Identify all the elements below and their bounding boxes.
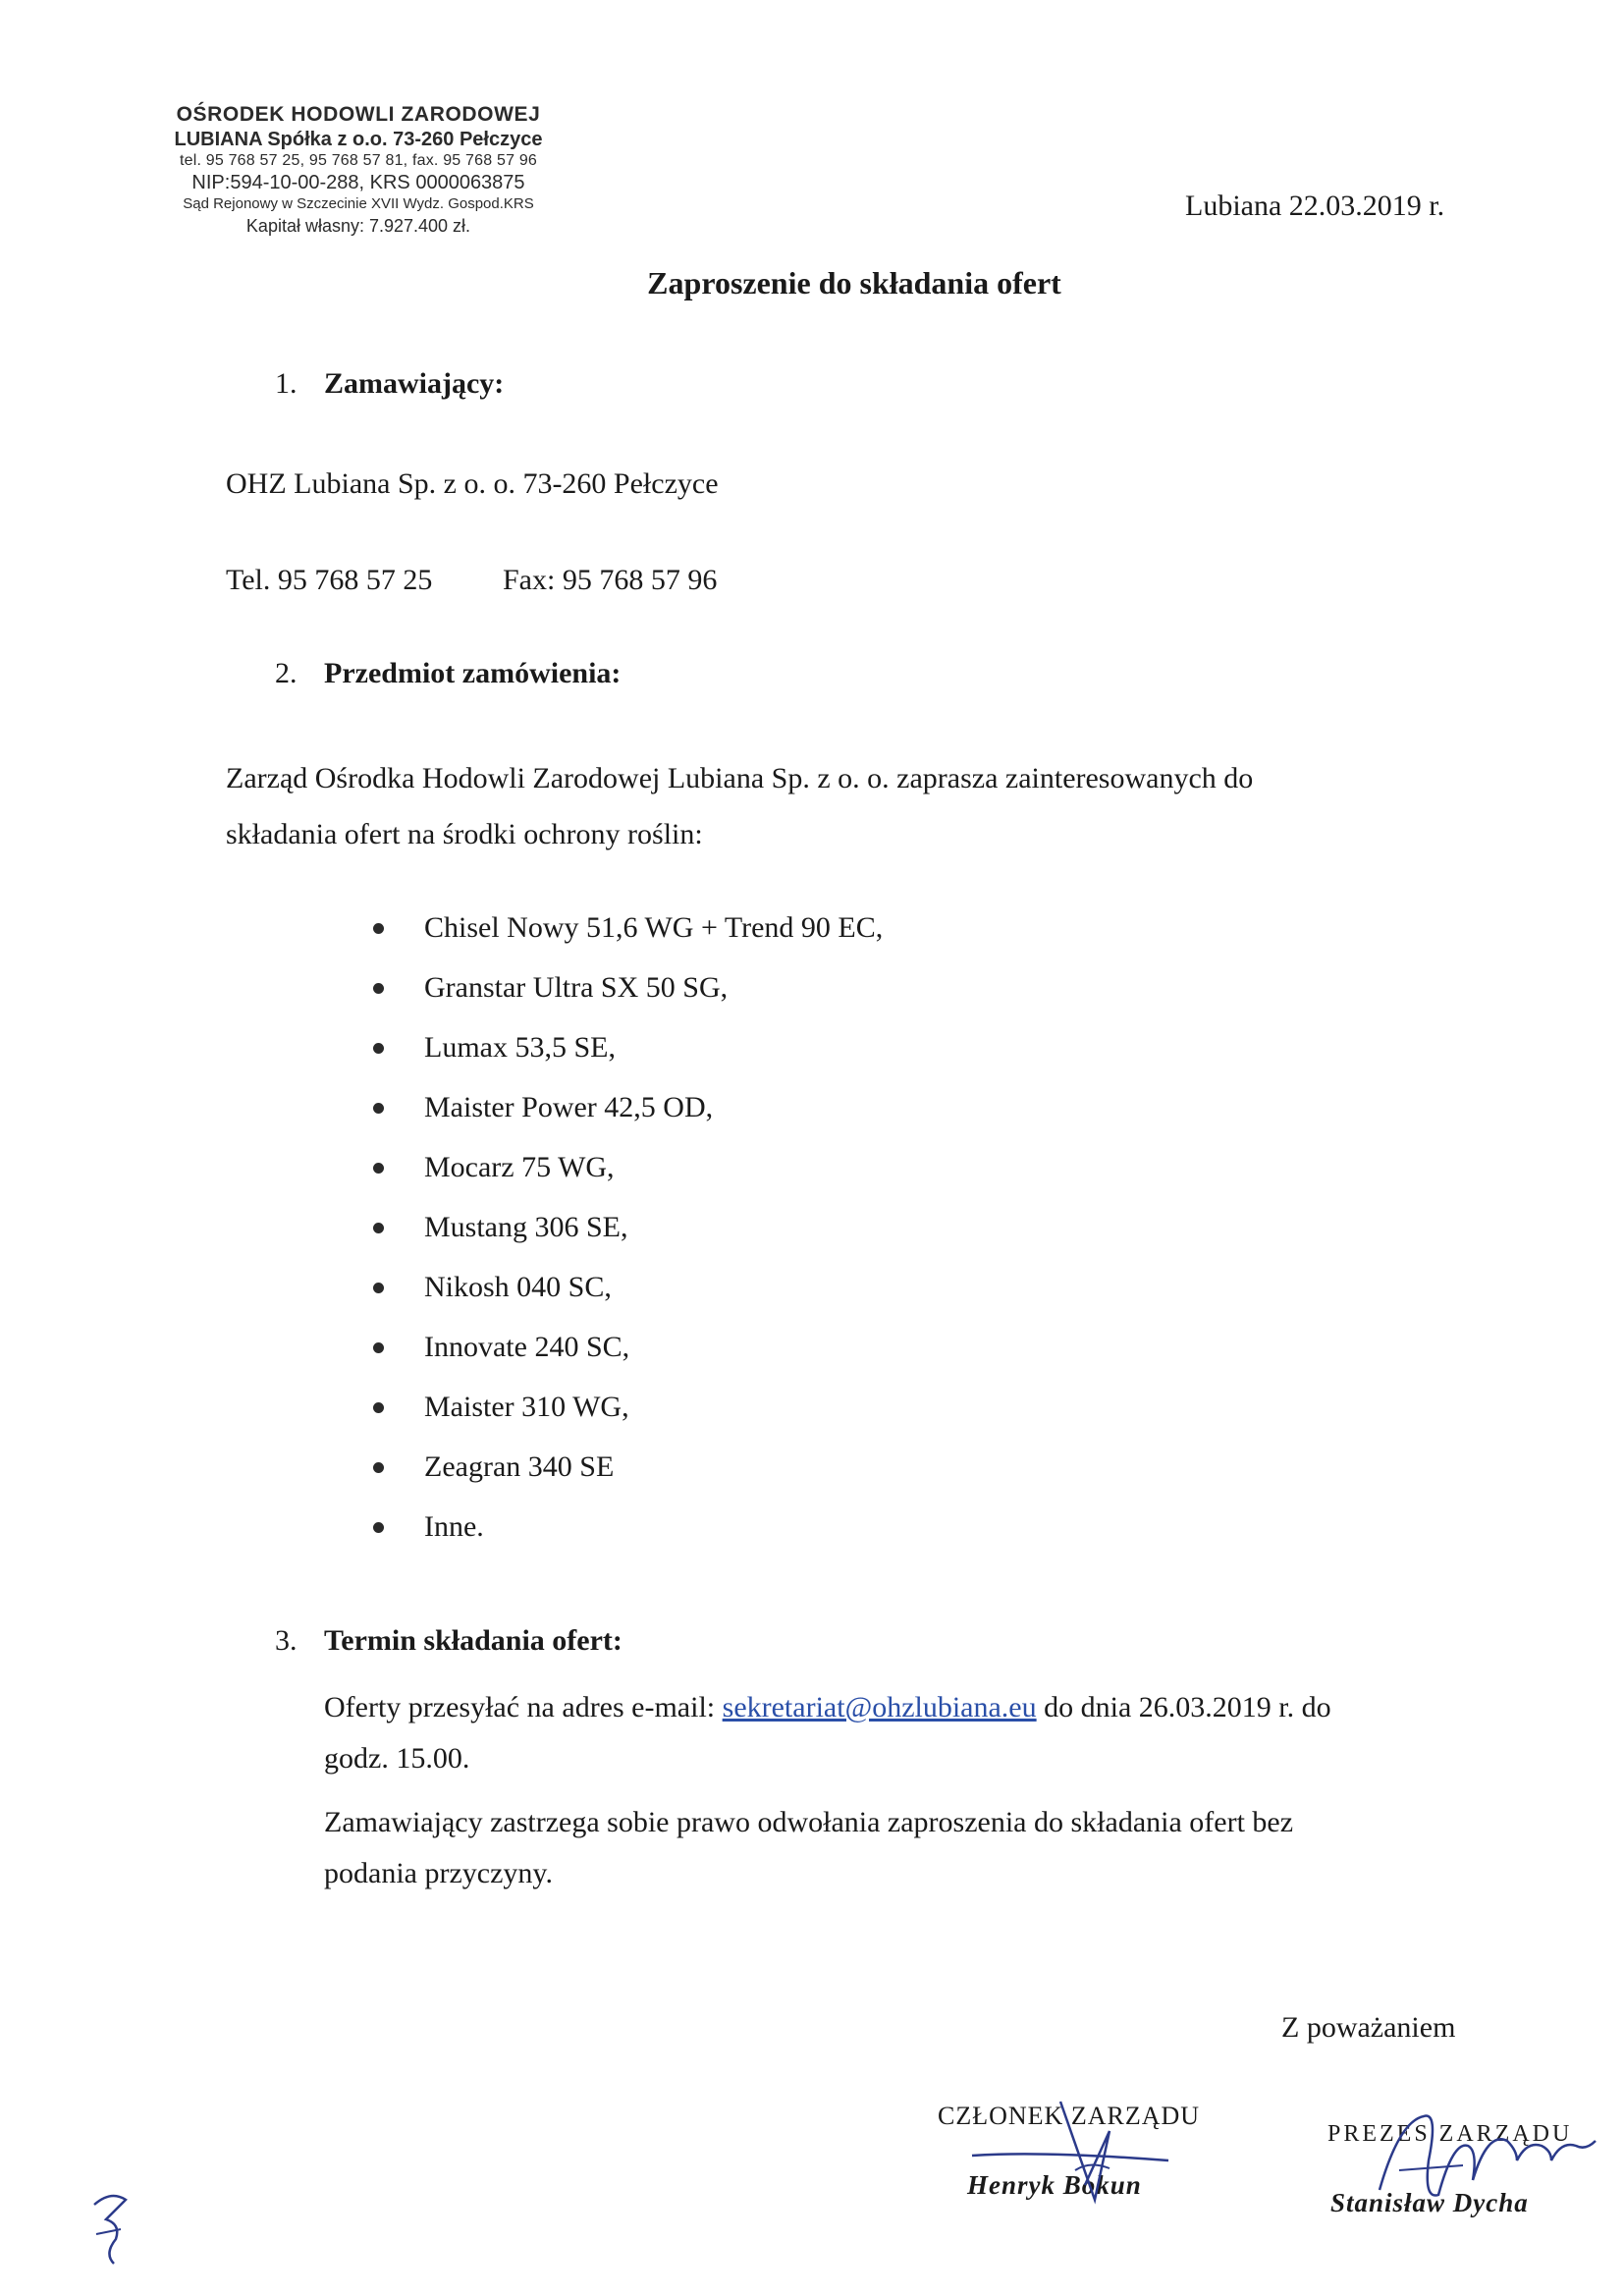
document-title: Zaproszenie do składania ofert xyxy=(647,265,1061,301)
buyer-company: OHZ Lubiana Sp. z o. o. 73-260 Pełczyce xyxy=(226,467,719,500)
list-item: Mocarz 75 WG, xyxy=(373,1143,883,1203)
list-item: Chisel Nowy 51,6 WG + Trend 90 EC, xyxy=(373,903,883,963)
stamp-phone-fax: tel. 95 768 57 25, 95 768 57 81, fax. 95 768 57 96 xyxy=(179,152,538,169)
stamp-court: Sąd Rejonowy w Szczecinie XVII Wydz. Gospod.KRS xyxy=(183,195,534,212)
signature-right-role: PREZES ZARZĄDU xyxy=(1327,2121,1573,2147)
closing-text: Z poważaniem xyxy=(1281,2011,1456,2044)
list-item: Granstar Ultra SX 50 SG, xyxy=(373,963,883,1023)
bullet-icon xyxy=(373,1462,384,1473)
list-item: Maister 310 WG, xyxy=(373,1383,883,1443)
stamp-capital: Kapitał własny: 7.927.400 zł. xyxy=(245,216,471,236)
signature-left-role: CZŁONEK ZARZĄDU xyxy=(938,2102,1201,2130)
initials-mark xyxy=(86,2180,145,2269)
bullet-icon xyxy=(373,1402,384,1413)
section-2-title: Przedmiot zamówienia: xyxy=(324,657,622,689)
stamp-company-address: LUBIANA Spółka z o.o. 73-260 Pełczyce xyxy=(174,129,543,150)
section-2-number: 2. xyxy=(275,657,298,689)
list-item: Lumax 53,5 SE, xyxy=(373,1023,883,1083)
section-1-number: 1. xyxy=(275,367,298,400)
order-intro-line-1: Zarząd Ośrodka Hodowli Zarodowej Lubiana Sp. z o. o. zaprasza zainteresowanych do xyxy=(226,762,1254,794)
buyer-phone: Tel. 95 768 57 25 xyxy=(226,564,433,596)
section-2-heading xyxy=(275,657,621,690)
list-item: Zeagran 340 SE xyxy=(373,1443,883,1503)
reservation-line-1: Zamawiający zastrzega sobie prawo odwołania zaproszenia do składania ofert bez xyxy=(324,1806,1294,1838)
bullet-icon xyxy=(373,923,384,934)
deadline-line-1: Oferty przesyłać na adres e-mail: sekretariat@ohzlubiana.eu do dnia 26.03.2019 r. do xyxy=(324,1691,1331,1723)
email-link[interactable]: sekretariat@ohzlubiana.eu xyxy=(722,1691,1037,1723)
stamp-nip-krs: NIP:594-10-00-288, KRS 0000063875 xyxy=(191,172,525,193)
list-item: Inne. xyxy=(373,1503,883,1562)
signature-right-handwriting xyxy=(1370,2102,1615,2219)
order-intro-line-2: składania ofert na środki ochrony roślin: xyxy=(226,818,703,850)
section-1-title: Zamawiający: xyxy=(324,367,505,400)
bullet-icon xyxy=(373,1342,384,1353)
bullet-icon xyxy=(373,1043,384,1054)
bullet-icon xyxy=(373,1223,384,1233)
stamp-company-name: OŚRODEK HODOWLI ZARODOWEJ xyxy=(176,103,541,126)
bullet-icon xyxy=(373,983,384,994)
list-item: Mustang 306 SE, xyxy=(373,1203,883,1263)
signature-right-name: Stanisław Dycha xyxy=(1330,2188,1529,2217)
bullet-icon xyxy=(373,1522,384,1533)
section-1-heading xyxy=(275,367,504,401)
document-date: Lubiana 22.03.2019 r. xyxy=(1185,190,1445,222)
buyer-fax: Fax: 95 768 57 96 xyxy=(503,564,718,596)
reservation-line-2: podania przyczyny. xyxy=(324,1857,553,1889)
company-stamp xyxy=(128,102,589,238)
bullet-icon xyxy=(373,1283,384,1293)
signature-left-name: Henryk Bokun xyxy=(967,2170,1142,2200)
product-list xyxy=(373,903,883,1562)
bullet-icon xyxy=(373,1163,384,1174)
section-3-number: 3. xyxy=(275,1624,298,1657)
section-3-heading xyxy=(275,1624,623,1658)
section-3-title: Termin składania ofert: xyxy=(324,1624,623,1657)
list-item: Nikosh 040 SC, xyxy=(373,1263,883,1323)
list-item: Maister Power 42,5 OD, xyxy=(373,1083,883,1143)
bullet-icon xyxy=(373,1103,384,1114)
list-item: Innovate 240 SC, xyxy=(373,1323,883,1383)
deadline-line-2: godz. 15.00. xyxy=(324,1742,470,1775)
signature-left-handwriting xyxy=(962,2092,1188,2219)
